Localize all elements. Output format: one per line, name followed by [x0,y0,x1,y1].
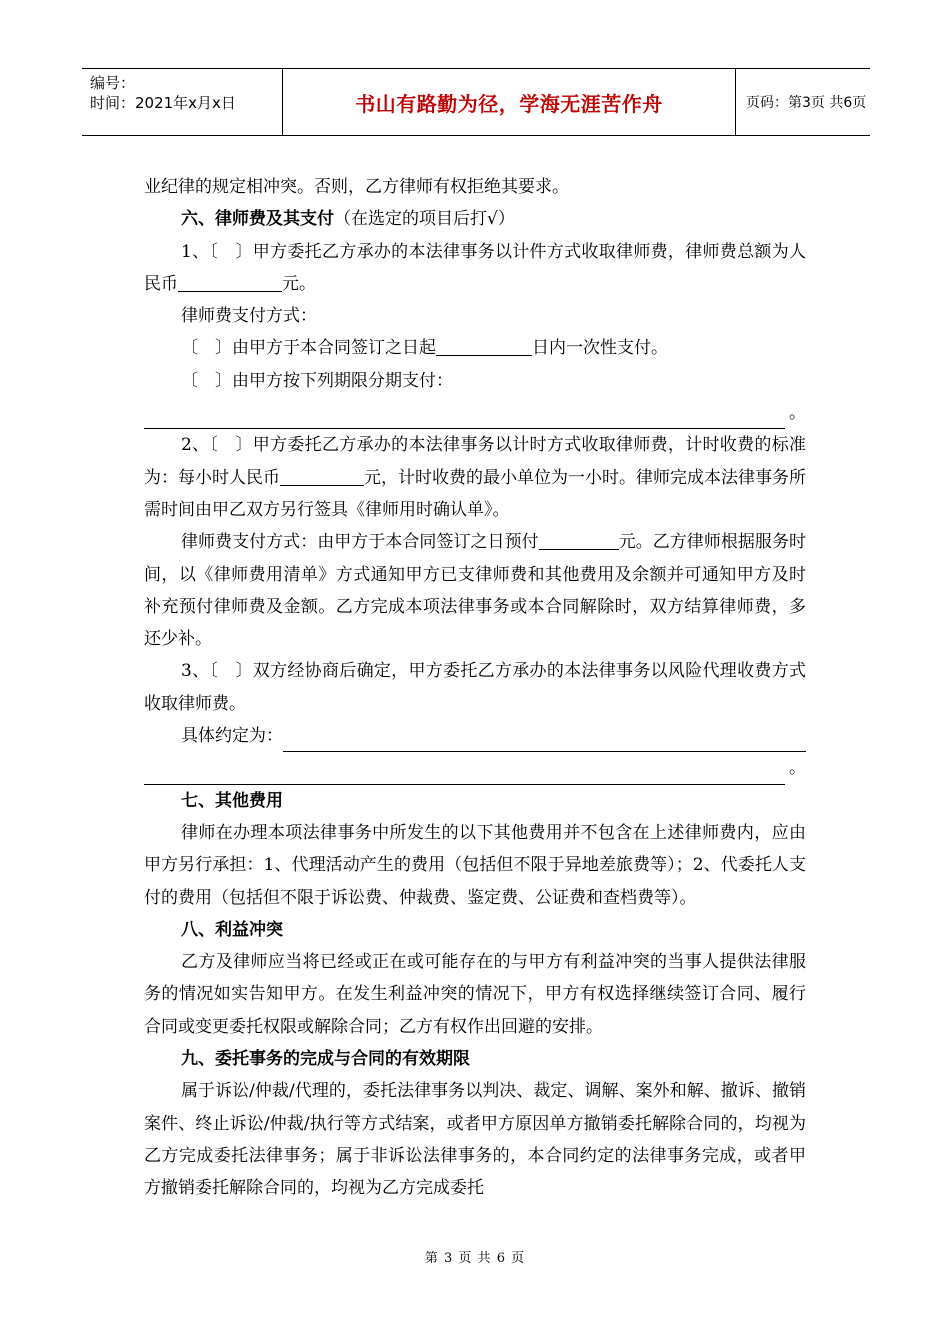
clause-6-1 [144,236,806,301]
header-motto: 书山有路勤为径，学海无涯苦作舟 [282,69,736,135]
clause-6-2-payment-rest: 元。乙方律师根据服务时间，以《律师费用清单》方式通知甲方已支律师费和其他费用及余额并可通知甲方及时补充预付律师费及金额。乙方完成本项法律事务或本合同解除时，双方结算律师费，多还少补。 [144,532,806,650]
clause-6-1-unit: 元。 [282,273,316,294]
option-lump-sum [144,332,806,364]
clause-6-2 [144,429,806,526]
days-blank[interactable] [436,338,532,356]
clause-6-1-text: 1、〔 〕甲方委托乙方承办的本法律事务以计件方式收取律师费，律师费总额为人民币 [144,241,806,294]
agreement-fill-line[interactable] [283,729,806,752]
section-7-text: 律师在办理本项法律事务中所发生的以下其他费用并不包含在上述律师费内，应由甲方另行承担：1、代理活动产生的费用（包括但不限于异地差旅费等）；2、代委托人支付的费用（包括但不限于诉讼费、仲裁费、鉴定费、公证费和查档费等）。 [144,822,806,908]
clause-6-2-rest: 元，计时收费的最小单位为一小时。律师完成本法律事务所需时间由甲乙双方另行签具《律师用时确认单》。 [144,467,806,520]
agreement-label: 具体约定为： [181,726,283,747]
section-6-title: 六、律师费及其支付 [181,209,334,230]
payment-method-label: 律师费支付方式： [181,306,317,327]
prepay-blank[interactable] [539,532,619,550]
clause-6-2-payment-text: 律师费支付方式：由甲方于本合同签订之日预付 [181,532,539,553]
section-9-heading: 九、委托事务的完成与合同的有效期限 [181,1049,470,1070]
section-6-note: （在选定的项目后打√） [334,209,515,230]
document-body [144,171,806,1205]
section-8-text: 乙方及律师应当将已经或正在或可能存在的与甲方有利益冲突的当事人提供法律服务的情况如实告知甲方。在发生利益冲突的情况下，甲方有权选择继续签订合同、履行合同或变更委托权限或解除合同；乙方有权作出回避的安排。 [144,952,806,1037]
document-number-label: 编号： [90,74,136,92]
document-date-label: 时间：2021年x月x日 [90,94,236,112]
section-9-text: 属于诉讼/仲裁/代理的，委托法律事务以判决、裁定、调解、案外和解、撤诉、撤销案件、终止诉讼/仲裁/执行等方式结案，或者甲方原因单方撤销委托解除合同的，均视为乙方完成委托法律事务；属于非诉讼法律事务的，本合同约定的法律事务完成，或者甲方撤销委托解除合同的，均视为乙方完成委托 [144,1081,806,1199]
fill-period-2: 。 [789,758,806,779]
agreement-fill-line-2[interactable] [144,762,785,785]
option-lump-sum-text: 〔 〕由甲方于本合同签订之日起 [181,338,436,359]
option-lump-sum-end: 日内一次性支付。 [532,338,668,359]
paragraph-continuation: 业纪律的规定相冲突。否则，乙方律师有权拒绝其要求。 [144,177,569,197]
section-7-heading: 七、其他费用 [181,790,283,811]
clause-6-3: 3、〔 〕双方经协商后确定，甲方委托乙方承办的本法律事务以风险代理收费方式收取律师费。 [144,661,806,714]
hourly-rate-blank[interactable] [280,468,364,486]
agreement-row [144,720,806,752]
option-installment: 〔 〕由甲方按下列期限分期支付： [181,370,453,391]
installment-fill-row [144,397,806,429]
section-6-heading [144,203,806,235]
clause-6-2-text: 2、〔 〕甲方委托乙方承办的本法律事务以计时方式收取律师费，计时收费的标准为：每小时人民币 [144,435,806,488]
header-page-number: 页码：第3页 共6页 [746,95,867,111]
section-8-heading: 八、利益冲突 [181,919,283,940]
clause-6-2-payment [144,526,806,655]
amount-blank[interactable] [178,274,282,292]
installment-fill-line[interactable] [144,406,785,429]
header-meta [82,69,282,135]
page-header [82,68,870,136]
page-footer: 第 3 页 共 6 页 [424,1251,526,1266]
agreement-fill-row-2 [144,752,806,784]
fill-period: 。 [789,403,806,424]
